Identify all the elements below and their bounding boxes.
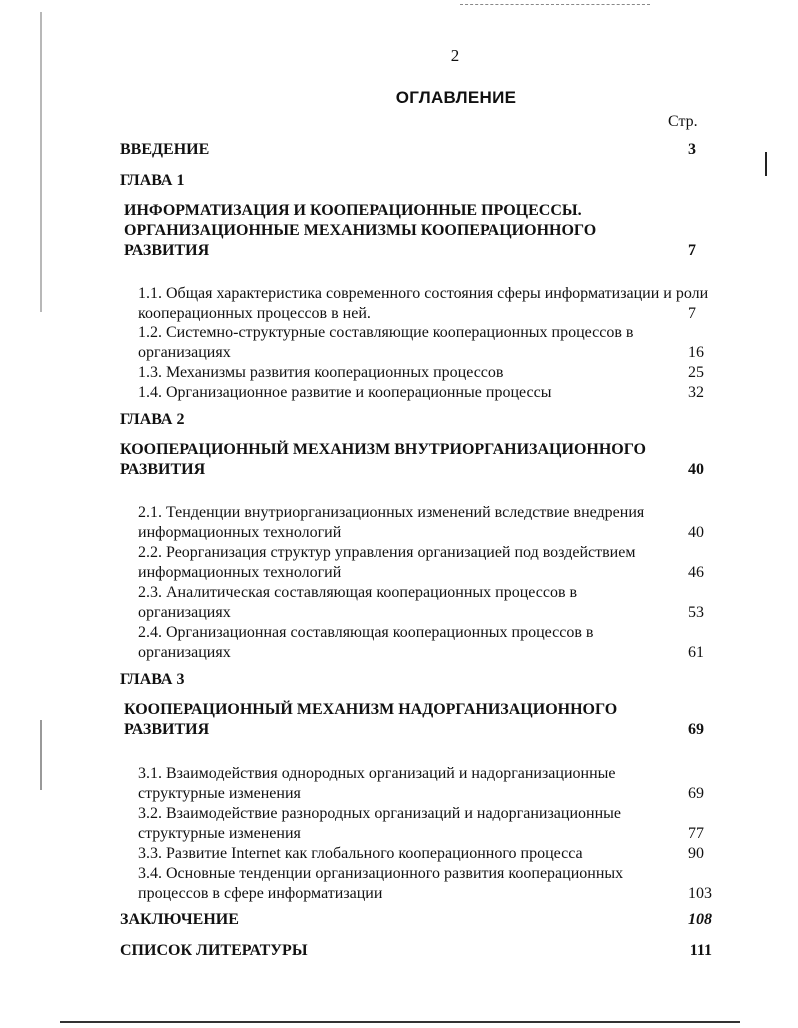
page-number: 2 — [450, 46, 460, 65]
toc-entry-chapter-3[interactable] — [120, 700, 712, 740]
entry-page: 77 — [688, 825, 704, 842]
toc-entry-3-4[interactable] — [138, 864, 712, 904]
entry-title: 1.4. Организационное развитие и кооперационные процессы — [138, 384, 552, 401]
entry-title: 3.2. Взаимодействие разнородных организаций и надорганизационные структурные изменения — [138, 805, 621, 842]
entry-page: 46 — [688, 564, 704, 581]
entry-title: 1.1. Общая характеристика современного состояния сферы информатизации и роли кооперационных процессов в ней. — [138, 285, 709, 322]
entry-page: 7 — [688, 305, 696, 322]
entry-page: 3 — [688, 141, 696, 158]
entry-page: 61 — [688, 644, 704, 661]
scan-edge-left-lower — [40, 720, 42, 790]
entry-title: 3.1. Взаимодействия однородных организаций и надорганизационные структурные изменения — [138, 765, 616, 802]
entry-page: 108 — [688, 911, 712, 928]
entry-page: 103 — [688, 885, 712, 902]
toc-entry-2-3[interactable] — [138, 583, 712, 623]
entry-page: 40 — [688, 524, 704, 541]
entry-title: ИНФОРМАТИЗАЦИЯ И КООПЕРАЦИОННЫЕ ПРОЦЕССЫ. ОРГАНИЗАЦИОННЫЕ МЕХАНИЗМЫ КООПЕРАЦИОННОГО РАЗВИТИЯ — [124, 202, 597, 259]
toc-entry-3-2[interactable] — [138, 804, 712, 844]
chapter-1-label: ГЛАВА 1 — [120, 172, 185, 189]
entry-title: 1.2. Системно-структурные составляющие кооперационных процессов в организациях — [138, 324, 634, 361]
entry-page: 90 — [688, 845, 704, 862]
toc-title: ОГЛАВЛЕНИЕ — [395, 88, 517, 107]
entry-title: 2.3. Аналитическая составляющая кооперационных процессов в организациях — [138, 584, 578, 621]
toc-entry-references[interactable] — [120, 941, 712, 961]
entry-title: ЗАКЛЮЧЕНИЕ — [120, 911, 239, 928]
entry-page: 111 — [689, 942, 712, 959]
toc-entry-1-2[interactable] — [138, 323, 712, 363]
bottom-rule — [60, 1021, 740, 1023]
entry-page: 25 — [688, 364, 704, 381]
toc-entry-conclusion[interactable] — [120, 910, 712, 930]
toc-entry-2-4[interactable] — [138, 623, 712, 663]
entry-title: 2.4. Организационная составляющая кооперационных процессов в организациях — [138, 624, 594, 661]
entry-page: 7 — [688, 242, 696, 259]
entry-page: 40 — [688, 461, 704, 478]
pages-column-label: Стр. — [668, 113, 698, 130]
entry-page: 16 — [688, 344, 704, 361]
entry-page: 32 — [688, 384, 704, 401]
entry-title: 2.1. Тенденции внутриорганизационных изменений вследствие внедрения информационных технологий — [138, 504, 645, 541]
toc-entry-3-3[interactable] — [138, 844, 712, 864]
chapter-2-label: ГЛАВА 2 — [120, 411, 185, 428]
entry-page: 69 — [688, 721, 704, 738]
scan-artifact-right — [765, 152, 767, 176]
toc-entry-2-2[interactable] — [138, 543, 712, 583]
entry-title: ВВЕДЕНИЕ — [120, 141, 210, 158]
toc-entry-1-4[interactable] — [138, 383, 712, 403]
toc-entry-1-3[interactable] — [138, 363, 712, 383]
entry-title: 1.3. Механизмы развития кооперационных процессов — [138, 364, 504, 381]
entry-page: 69 — [688, 785, 704, 802]
toc-entry-2-1[interactable] — [138, 503, 712, 543]
entry-title: СПИСОК ЛИТЕРАТУРЫ — [120, 942, 308, 959]
toc-entry-chapter-1[interactable] — [120, 201, 712, 261]
chapter-3-label: ГЛАВА 3 — [120, 671, 185, 688]
scan-artifact-top — [460, 4, 650, 6]
toc-entry-chapter-2[interactable] — [120, 440, 712, 480]
entry-title: КООПЕРАЦИОННЫЙ МЕХАНИЗМ НАДОРГАНИЗАЦИОННОГО РАЗВИТИЯ — [124, 701, 618, 738]
entry-page: 53 — [688, 604, 704, 621]
toc-entry-intro[interactable] — [120, 140, 712, 160]
entry-title: КООПЕРАЦИОННЫЙ МЕХАНИЗМ ВНУТРИОРГАНИЗАЦИОННОГО РАЗВИТИЯ — [120, 441, 646, 478]
entry-title: 3.4. Основные тенденции организационного развития кооперационных процессов в сфере информатизации — [138, 865, 624, 902]
entry-title: 3.3. Развитие Internet как глобального кооперационного процесса — [138, 845, 583, 862]
entry-title: 2.2. Реорганизация структур управления организацией под воздействием информационных технологий — [138, 544, 636, 581]
toc-entry-3-1[interactable] — [138, 764, 712, 804]
toc-entry-1-1[interactable] — [138, 284, 712, 324]
